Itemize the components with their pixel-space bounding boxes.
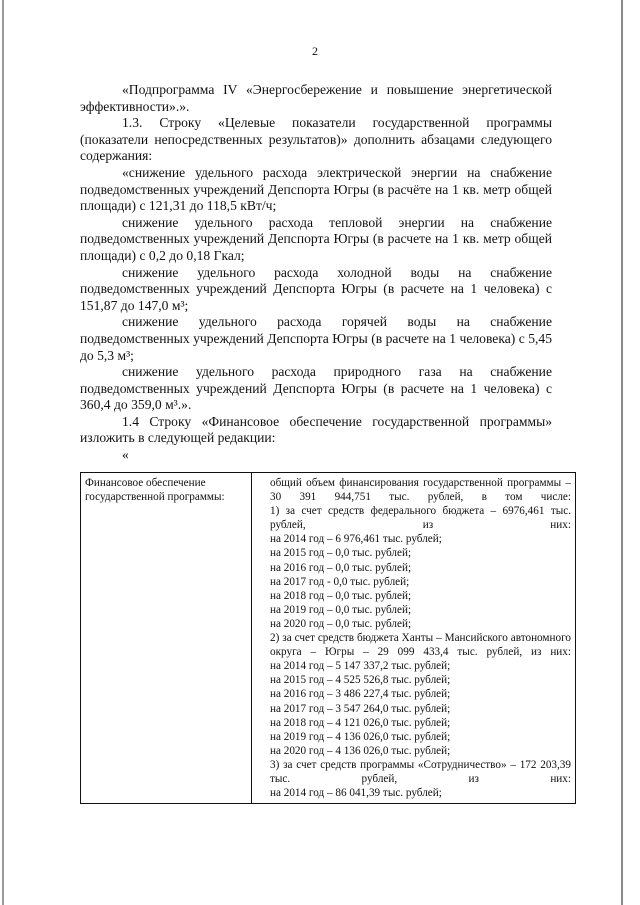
- paragraph-1-4: 1.4 Строку «Финансовое обеспечение государственной программы» изложить в следующей редакции:: [80, 413, 552, 446]
- table-line: 2) за счет средств бюджета Ханты – Мансийского автономного округа – Югры – 29 099 433,4 тыс. рублей, из них:: [270, 632, 571, 659]
- body-text: [80, 82, 552, 464]
- table-line: на 2020 год – 4 136 026,0 тыс. рублей;: [270, 744, 451, 757]
- table-line: на 2019 год – 4 136 026,0 тыс. рублей;: [270, 730, 451, 743]
- page-number: 2: [312, 44, 318, 58]
- paragraph-1-3: 1.3. Строку «Целевые показатели государственной программы (показатели непосредственных результатов)» дополнить абзацами следующего содержания:: [80, 115, 552, 164]
- table-line: на 2016 год – 3 486 227,4 тыс. рублей;: [270, 688, 451, 701]
- paragraph-hot-water: снижение удельного расхода горячей воды на снабжение подведомственных учреждений Депспорта Югры (в расчете на 1 человека) с 5,45 до 5,3 м³;: [80, 314, 552, 363]
- paragraph-cold-water: снижение удельного расхода холодной воды на снабжение подведомственных учреждений Депспорта Югры (в расчете на 1 человека) с 151,87 до 147,0 м³;: [80, 264, 552, 313]
- table-line: на 2015 год – 0,0 тыс. рублей;: [270, 547, 412, 560]
- paragraph-natural-gas: снижение удельного расхода природного газа на снабжение подведомственных учреждений Депспорта Югры (в расчете на 1 человека) с 360,4 до 359,0 м³.».: [80, 364, 552, 413]
- table-line: на 2018 год – 4 121 026,0 тыс. рублей;: [270, 716, 451, 729]
- table-line: на 2020 год – 0,0 тыс. рублей;: [270, 617, 412, 630]
- paragraph-electric-energy: «снижение удельного расхода электрической энергии на снабжение подведомственных учреждений Депспорта Югры (в расчёте на 1 кв. метр общей площади) с 121,31 до 118,5 кВт/ч;: [80, 164, 552, 214]
- table-label-cell: Финансовое обеспечение государственной программы:: [81, 473, 252, 804]
- table-line: 1) за счет средств федерального бюджета – 6976,461 тыс. рублей, из них:: [270, 505, 571, 532]
- scan-edge-left: [2, 0, 4, 905]
- scan-edge-right: [621, 0, 623, 905]
- table-line: на 2014 год – 86 041,39 тыс. рублей;: [270, 787, 442, 800]
- table-row: [81, 473, 576, 804]
- table-value-cell: [252, 473, 576, 804]
- opening-quote: «: [122, 447, 129, 463]
- table-line: на 2015 год – 4 525 526,8 тыс. рублей;: [270, 674, 451, 687]
- table-line: на 2014 год – 6 976,461 тыс. рублей;: [270, 533, 442, 546]
- financing-table: [80, 472, 576, 804]
- financing-table-wrapper: [80, 472, 576, 824]
- table-line: на 2017 год - 0,0 тыс. рублей;: [270, 575, 410, 588]
- table-line: общий объем финансирования государственной программы – 30 391 944,751 тыс. рублей, в том числе:: [270, 477, 571, 504]
- paragraph-subprogram: «Подпрограмма IV «Энергосбережение и повышение энергетической эффективности».».: [80, 82, 552, 114]
- paragraph-thermal-energy: снижение удельного расхода тепловой энергии на снабжение подведомственных учреждений Депспорта Югры (в расчете на 1 кв. метр общей площади) с 0,2 до 0,18 Гкал;: [80, 214, 552, 263]
- table-line: на 2016 год – 0,0 тыс. рублей;: [270, 561, 412, 574]
- table-line: на 2019 год – 0,0 тыс. рублей;: [270, 603, 412, 616]
- table-line: на 2014 год – 5 147 337,2 тыс. рублей;: [270, 660, 451, 673]
- table-line: 3) за счет средств программы «Сотрудничество» – 172 203,39 тыс. рублей, из них:: [270, 758, 571, 785]
- table-line: на 2017 год – 3 547 264,0 тыс. рублей;: [270, 702, 451, 715]
- table-line: на 2018 год – 0,0 тыс. рублей;: [270, 589, 412, 602]
